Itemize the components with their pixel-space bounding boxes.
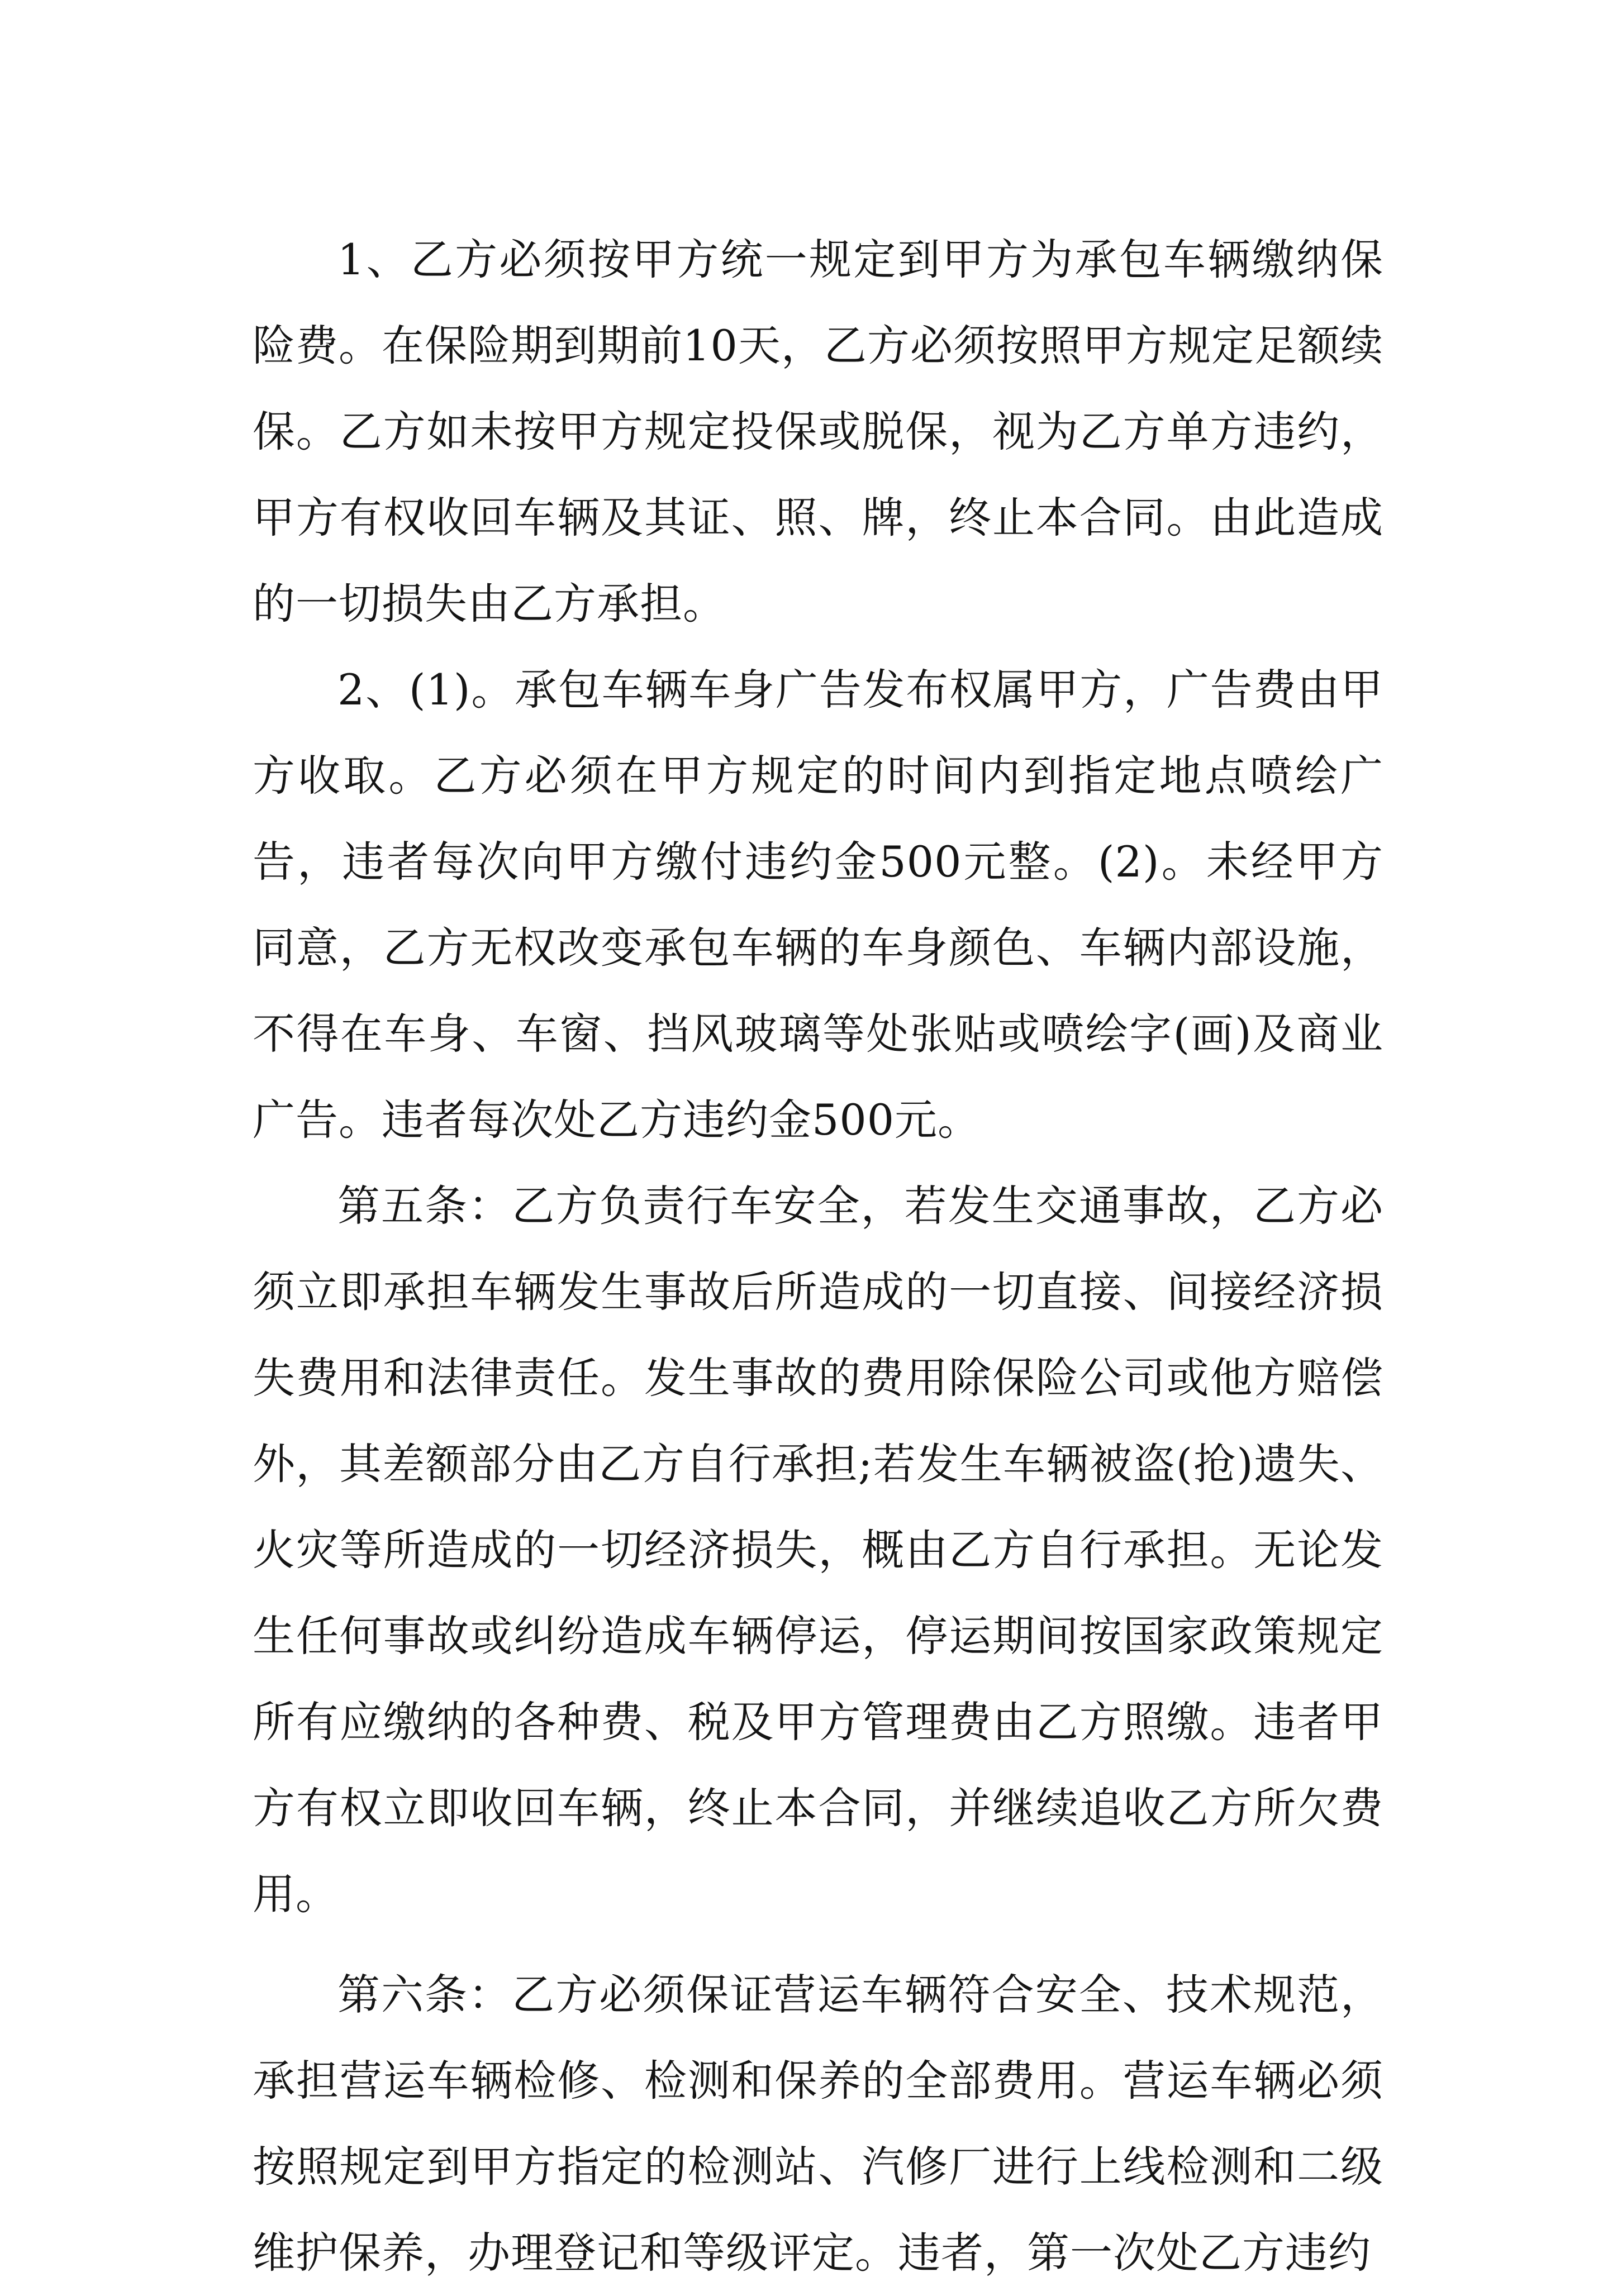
article-five-paragraph: 第五条：乙方负责行车安全，若发生交通事故，乙方必须立即承担车辆发生事故后所造成的一切直接、间接经济损失费用和法律责任。发生事故的费用除保险公司或他方赔偿外，其差额部分由乙方自行承担;若发生车辆被盗(抢)遗失、火灾等所造成的一切经济损失，概由乙方自行承担。无论发生任何事故或纠纷造成车辆停运，停运期间按国家政策规定所有应缴纳的各种费、税及甲方管理费由乙方照缴。违者甲方有权立即收回车辆，终止本合同，并继续追收乙方所欠费用。 bbox=[253, 1181, 1383, 1919]
clause-insurance-paragraph: 1、乙方必须按甲方统一规定到甲方为承包车辆缴纳保险费。在保险期到期前10天，乙方必须按照甲方规定足额续保。乙方如未按甲方规定投保或脱保，视为乙方单方违约，甲方有权收回车辆及其证、照、牌，终止本合同。由此造成的一切损失由乙方承担。 bbox=[253, 235, 1383, 628]
clause-advertising-paragraph: 2、(1)。承包车辆车身广告发布权属甲方，广告费由甲方收取。乙方必须在甲方规定的时间内到指定地点喷绘广告，违者每次向甲方缴付违约金500元整。(2)。未经甲方同意，乙方无权改变承包车辆的车身颜色、车辆内部设施，不得在车身、车窗、挡风玻璃等处张贴或喷绘字(画)及商业广告。违者每次处乙方违约金500元。 bbox=[253, 665, 1383, 1145]
paragraph-spacer bbox=[253, 1937, 1383, 1952]
article-six-paragraph: 第六条：乙方必须保证营运车辆符合安全、技术规范，承担营运车辆检修、检测和保养的全部费用。营运车辆必须按照规定到甲方指定的检测站、汽修厂进行上线检测和二级维护保养，办理登记和等级评定。违者，第一次处乙方违约 bbox=[253, 1970, 1383, 2278]
contract-body bbox=[253, 217, 1383, 2296]
